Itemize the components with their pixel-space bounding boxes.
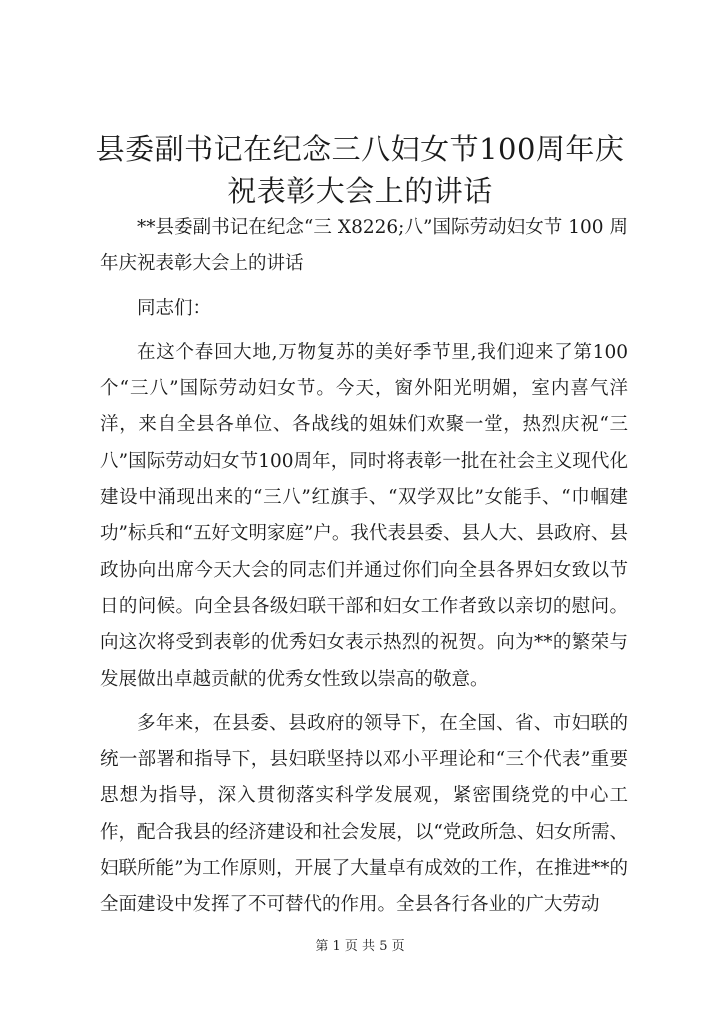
document-body	[100, 210, 628, 924]
body-paragraph: 在这个春回大地,万物复苏的美好季节里,我们迎来了第100个“三八”国际劳动妇女节。今天，窗外阳光明媚，室内喜气洋洋，来自全县各单位、各战线的姐妹们欢聚一堂，热烈庆祝“三八”国际劳动妇女节100周年，同时将表彰一批在社会主义现代化建设中涌现出来的“三八”红旗手、“双学双比”女能手、“巾帼建功”标兵和“五好文明家庭”户。我代表县委、县人大、县政府、县政协向出席今天大会的同志们并通过你们向全县各界妇女致以节日的问候。向全县各级妇联干部和妇女工作者致以亲切的慰问。向这次将受到表彰的优秀妇女表示热烈的祝贺。向为**的繁荣与发展做出卓越贡献的优秀女性致以崇高的敬意。	[100, 341, 628, 690]
subtitle-paragraph: **县委副书记在纪念“三 X8226;八”国际劳动妇女节 100 周年庆祝表彰大会上的讲话	[100, 217, 628, 275]
document-title: 县委副书记在纪念三八妇女节100周年庆祝表彰大会上的讲话	[95, 132, 625, 208]
page-footer: 第 1 页 共 5 页	[315, 939, 405, 954]
salutation-paragraph: 同志们：	[137, 297, 212, 319]
body-paragraph: 多年来，在县委、县政府的领导下，在全国、省、市妇联的统一部署和指导下，县妇联坚持以邓小平理论和“三个代表”重要思想为指导，深入贯彻落实科学发展观，紧密围绕党的中心工作，配合我县的经济建设和社会发展，以“党政所急、妇女所需、妇联所能”为工作原则，开展了大量卓有成效的工作，在推进**的全面建设中发挥了不可替代的作用。全县各行各业的广大劳动	[100, 712, 628, 916]
